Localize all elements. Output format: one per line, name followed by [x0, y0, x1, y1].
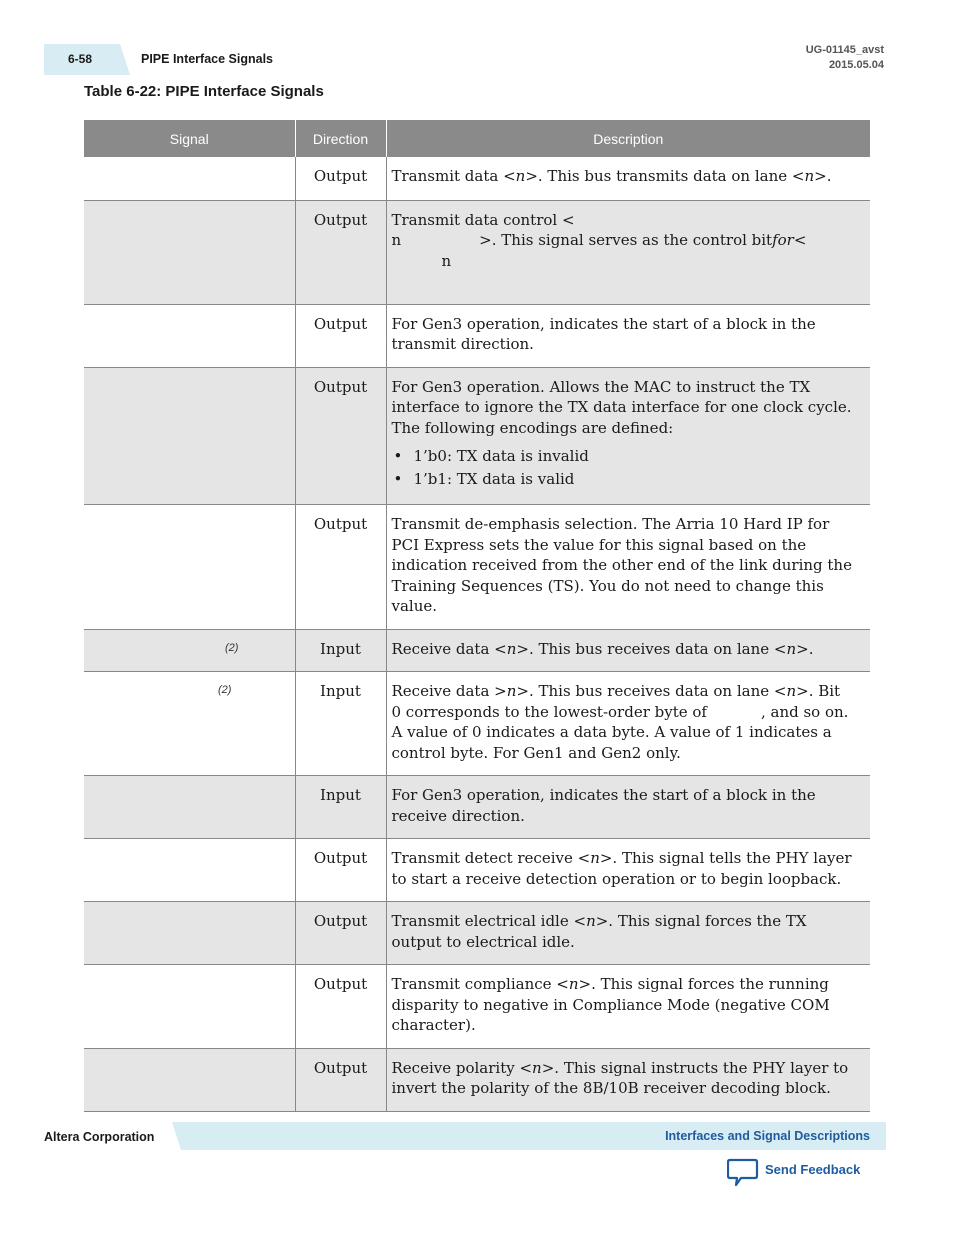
- signal-cell: [84, 776, 295, 839]
- signal-cell: [84, 157, 295, 200]
- doc-meta: [806, 43, 884, 73]
- direction-cell: Input: [295, 776, 386, 839]
- direction-cell: Output: [295, 157, 386, 200]
- footnote-marker: (2): [225, 641, 239, 654]
- pipe-signals-table: [84, 120, 870, 1112]
- speech-bubble-icon: [727, 1158, 759, 1188]
- direction-cell: Output: [295, 367, 386, 505]
- table-row: [84, 629, 870, 672]
- column-header-direction: Direction: [295, 120, 386, 157]
- table-row: [84, 902, 870, 965]
- table-row: [84, 505, 870, 630]
- direction-cell: Output: [295, 839, 386, 902]
- direction-cell: Output: [295, 902, 386, 965]
- table-caption: Table 6-22: PIPE Interface Signals: [84, 83, 324, 100]
- column-header-signal: Signal: [84, 120, 295, 157]
- description-cell: Transmit detect receive <n>. This signal tells the PHY layer to start a receive detection operation or to begin loopback.: [386, 839, 870, 902]
- table-row: [84, 672, 870, 776]
- page-number-tab: [44, 44, 130, 75]
- direction-cell: Output: [295, 1048, 386, 1111]
- signal-cell: [84, 1048, 295, 1111]
- signal-cell: [84, 902, 295, 965]
- direction-cell: Input: [295, 672, 386, 776]
- section-title: PIPE Interface Signals: [141, 52, 273, 66]
- description-cell: Transmit data control < n >. This signal serves as the control bitfor< n: [386, 200, 870, 304]
- direction-cell: Output: [295, 505, 386, 630]
- table-row: [84, 776, 870, 839]
- table-row: [84, 839, 870, 902]
- encoding-list: [392, 446, 853, 490]
- description-cell: Receive polarity <n>. This signal instructs the PHY layer to invert the polarity of the 8B/10B receiver decoding block.: [386, 1048, 870, 1111]
- signal-cell: [84, 672, 295, 776]
- description-cell: Transmit data <n>. This bus transmits data on lane <n>.: [386, 157, 870, 200]
- signal-cell: [84, 505, 295, 630]
- description-cell: For Gen3 operation, indicates the start of a block in the transmit direction.: [386, 304, 870, 367]
- description-cell: Transmit de-emphasis selection. The Arria 10 Hard IP for PCI Express sets the value for this signal based on the indication received from the other end of the link during the Training Sequences (TS). You do not need to change this value.: [386, 505, 870, 630]
- doc-id: UG-01145_avst: [805, 44, 884, 56]
- footer-company: Altera Corporation: [44, 1130, 155, 1144]
- page-number: 6-58: [67, 52, 93, 66]
- signal-cell: [84, 304, 295, 367]
- description-cell: Receive data >n>. This bus receives data on lane <n>. Bit 0 corresponds to the lowest-order byte of , and so on. A value of 0 indicates a data byte. A value of 1 indicates a control byte. For Gen1 and Gen2 only.: [386, 672, 870, 776]
- list-item: • 1’b0: TX data is invalid: [392, 446, 853, 467]
- description-cell: For Gen3 operation. Allows the MAC to instruct the TX interface to ignore the TX data interface for one clock cycle. The following encodings are defined: • 1’b0: TX data is invalid • 1’b1: TX data is valid: [386, 367, 870, 505]
- direction-cell: Input: [295, 629, 386, 672]
- signal-cell: [84, 200, 295, 304]
- description-cell: Transmit electrical idle <n>. This signal forces the TX output to electrical idle.: [386, 902, 870, 965]
- table-header-row: [84, 120, 870, 157]
- table-row: [84, 157, 870, 200]
- table-row: [84, 200, 870, 304]
- signal-cell: [84, 629, 295, 672]
- direction-cell: Output: [295, 965, 386, 1049]
- signal-cell: [84, 965, 295, 1049]
- table-row: [84, 367, 870, 505]
- table-row: [84, 965, 870, 1049]
- direction-cell: Output: [295, 200, 386, 304]
- table-row: [84, 1048, 870, 1111]
- table-row: [84, 304, 870, 367]
- doc-date: 2015.05.04: [828, 59, 884, 71]
- footnote-marker: (2): [218, 684, 232, 696]
- signal-cell: [84, 839, 295, 902]
- description-cell: For Gen3 operation, indicates the start of a block in the receive direction.: [386, 776, 870, 839]
- chapter-link[interactable]: Interfaces and Signal Descriptions: [665, 1129, 870, 1143]
- list-item: • 1’b1: TX data is valid: [392, 469, 853, 490]
- signal-cell: [84, 367, 295, 505]
- send-feedback-label[interactable]: Send Feedback: [765, 1162, 861, 1177]
- description-cell: Transmit compliance <n>. This signal forces the running disparity to negative in Compliance Mode (negative COM character).: [386, 965, 870, 1049]
- description-cell: Receive data <n>. This bus receives data on lane <n>.: [386, 629, 870, 672]
- column-header-description: Description: [386, 120, 870, 157]
- direction-cell: Output: [295, 304, 386, 367]
